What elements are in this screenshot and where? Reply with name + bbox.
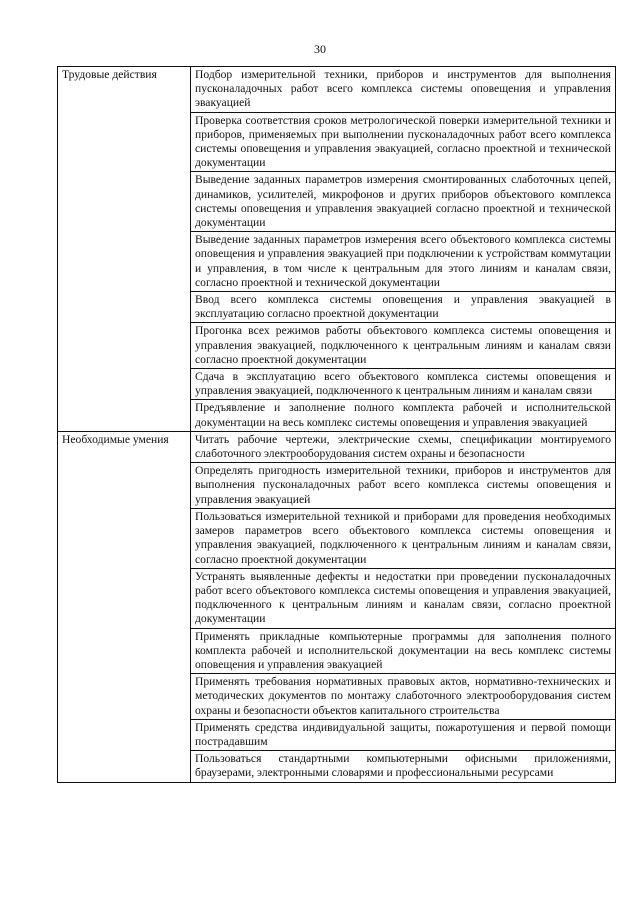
- table-cell: Выведение заданных параметров измерения всего объектового комплекса системы оповещения и управления эвакуацией при подключении к устройствам коммутации и управления, в том числе к центральным для этого линиям и каналам связи, согласно проектной и технической документации: [191, 232, 616, 292]
- table-row: [58, 67, 616, 113]
- table-row: [58, 431, 616, 462]
- table-cell: Пользоваться стандартными компьютерными офисными приложениями, браузерами, электронными словарями и профессиональными ресурсами: [191, 751, 616, 782]
- table-cell: Сдача в эксплуатацию всего объектового комплекса системы оповещения и управления эвакуацией, подключенного к центральным линиям и каналам связи: [191, 369, 616, 400]
- table-cell: Выведение заданных параметров измерения смонтированных слаботочных цепей, динамиков, усилителей, микрофонов и других приборов объектового комплекса системы оповещения и управления эвакуацией согласно проектной и технической документации: [191, 172, 616, 232]
- table-cell: Применять требования нормативных правовых актов, нормативно-технических и методических документов по монтажу слаботочного электрооборудования систем охраны и безопасности объектов капитального строительства: [191, 674, 616, 720]
- requirements-table: [57, 66, 616, 783]
- section-label-required-skills: Необходимые умения: [58, 431, 191, 782]
- section-label-labor-actions: Трудовые действия: [58, 67, 191, 432]
- table-body: [58, 67, 616, 783]
- table-cell: Определять пригодность измерительной техники, приборов и инструментов для выполнения пусконаладочных работ всего комплекса системы оповещения и управления эвакуацией: [191, 463, 616, 509]
- table-cell: Предъявление и заполнение полного комплекта рабочей и исполнительской документации на весь комплекс системы оповещения и управления эвакуацией: [191, 400, 616, 431]
- table-cell: Применять прикладные компьютерные программы для заполнения полного комплекта рабочей и исполнительской документации на весь комплекс системы оповещения и управления эвакуацией: [191, 628, 616, 674]
- table-cell: Применять средства индивидуальной защиты, пожаротушения и первой помощи пострадавшим: [191, 719, 616, 750]
- table-cell: Устранять выявленные дефекты и недостатки при проведении пусконаладочных работ всего объектового комплекса системы оповещения и управления эвакуацией, подключенного к центральным линиям и каналам связи, согласно проектной документации: [191, 568, 616, 628]
- page-number: 30: [314, 42, 326, 56]
- table-cell: Пользоваться измерительной техникой и приборами для проведения необходимых замеров параметров всего объектового комплекса системы оповещения и управления эвакуацией, подключенного к центральным линиям и каналам связи, согласно проектной документации: [191, 508, 616, 568]
- table-cell: Читать рабочие чертежи, электрические схемы, спецификации монтируемого слаботочного электрооборудования систем охраны и безопасности: [191, 431, 616, 462]
- table-cell: Проверка соответствия сроков метрологической поверки измерительной техники и приборов, применяемых при выполнении пусконаладочных работ всего комплекса системы оповещения и управления эвакуацией, согласно проектной и технической документации: [191, 112, 616, 172]
- table-cell: Ввод всего комплекса системы оповещения и управления эвакуацией в эксплуатацию согласно проектной документации: [191, 292, 616, 323]
- table-cell: Подбор измерительной техники, приборов и инструментов для выполнения пусконаладочных работ всего комплекса системы оповещения и управления эвакуацией: [191, 67, 616, 113]
- table-cell: Прогонка всех режимов работы объектового комплекса системы оповещения и управления эвакуацией, подключенного к центральным линиям и каналам связи согласно проектной документации: [191, 323, 616, 369]
